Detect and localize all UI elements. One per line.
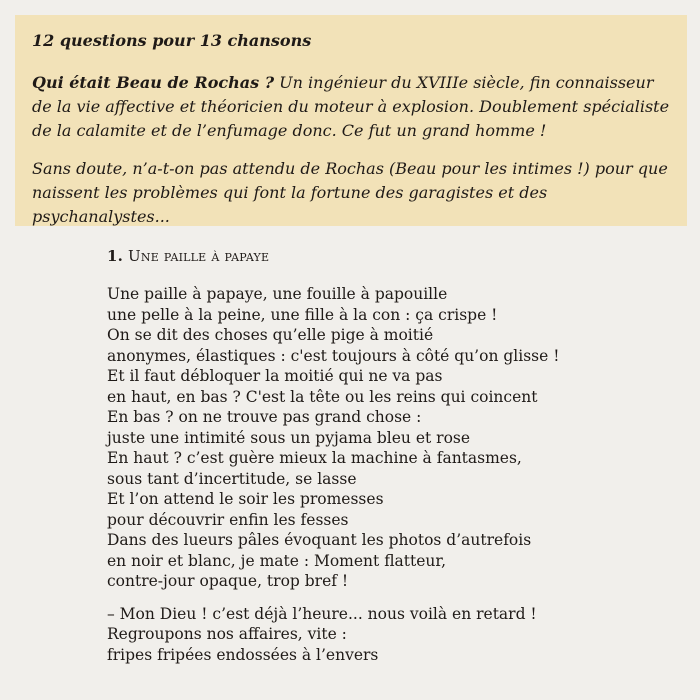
lyric-line: juste une intimité sous un pyjama bleu et rose <box>107 428 471 447</box>
lyric-line: En bas ? on ne trouve pas grand chose : <box>107 408 422 426</box>
song <box>107 244 667 677</box>
lyric-line: Regroupons nos affaires, vite : <box>107 625 347 643</box>
intro-title: 12 questions pour 13 chansons <box>32 31 312 50</box>
intro-paragraph-2: Sans doute, n’a-t-on pas attendu de Rochas (Beau pour les intimes !) pour que naissent les problèmes qui font la fortune des garagistes et des psychanalystes... <box>32 159 668 226</box>
song-title-text: Une paille à papaye <box>128 247 270 265</box>
lyric-line: sous tant d’incertitude, se lasse <box>107 469 357 488</box>
song-number: 1. <box>107 247 124 265</box>
lyric-line: une pelle à la peine, une fille à la con : ça crispe ! <box>107 305 498 324</box>
lyric-line: Et il faut débloquer la moitié qui ne va pas <box>107 367 443 385</box>
stanza-2 <box>107 604 667 666</box>
song-title <box>107 244 667 268</box>
intro-question: Qui était Beau de Rochas ? <box>32 73 275 92</box>
lyric-line: – Mon Dieu ! c’est déjà l’heure... nous voilà en retard ! <box>107 604 537 623</box>
lyric-line: Une paille à papaye, une fouille à papouille <box>107 285 448 303</box>
lyric-line: en haut, en bas ? C'est la tête ou les reins qui coincent <box>107 387 538 406</box>
intro-paragraph-1 <box>32 71 675 143</box>
lyric-line: pour découvrir enfin les fesses <box>107 510 349 529</box>
lyric-line: Et l’on attend le soir les promesses <box>107 490 384 508</box>
lyric-line: fripes fripées endossées à l’envers <box>107 645 379 664</box>
lyric-line: contre-jour opaque, trop bref ! <box>107 572 349 590</box>
intro-box <box>15 15 687 226</box>
lyric-line: anonymes, élastiques : c'est toujours à côté qu’on glisse ! <box>107 346 560 365</box>
stanza-1 <box>107 284 667 592</box>
lyric-line: Dans des lueurs pâles évoquant les photos d’autrefois <box>107 531 532 549</box>
lyric-line: On se dit des choses qu’elle pige à moitié <box>107 326 434 344</box>
lyric-line: en noir et blanc, je mate : Moment flatteur, <box>107 551 447 570</box>
lyric-line: En haut ? c’est guère mieux la machine à fantasmes, <box>107 449 522 467</box>
intro-answer: Un ingénieur du XVIIIe siècle, fin connaisseur de la vie affective et théoricien du moteur à explosion. Doublement spécialiste de la calamite et de l’enfumage donc. Ce fut un grand homme ! <box>32 73 670 140</box>
